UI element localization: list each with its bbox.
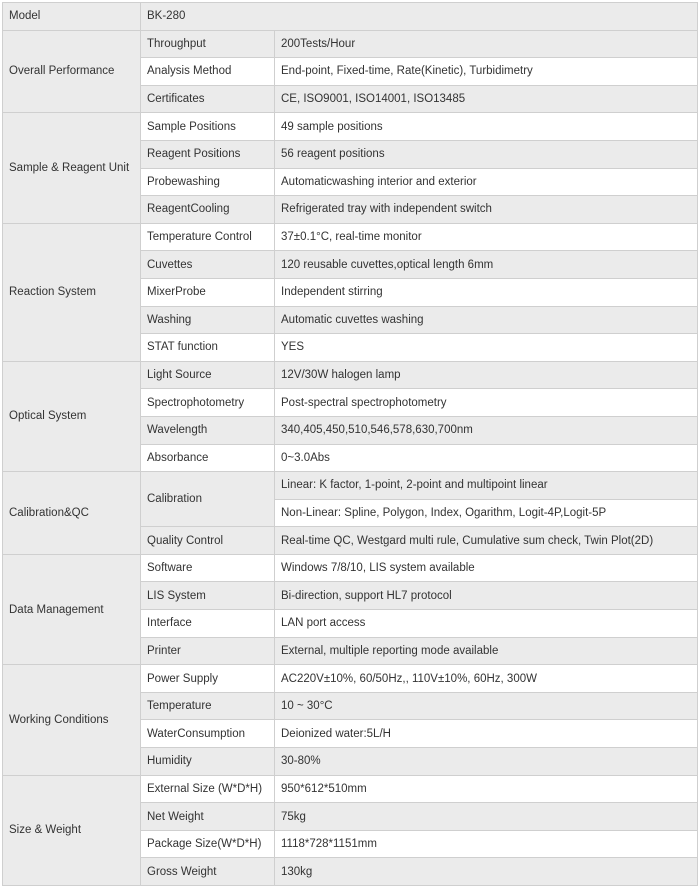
spec-row bbox=[3, 113, 698, 141]
spec-value: 49 sample positions bbox=[275, 113, 698, 141]
spec-value: Post-spectral spectrophotometry bbox=[275, 389, 698, 417]
spec-value: 30-80% bbox=[275, 748, 698, 776]
spec-label: Temperature bbox=[141, 692, 275, 720]
spec-label: Throughput bbox=[141, 30, 275, 58]
spec-value: End-point, Fixed-time, Rate(Kinetic), Turbidimetry bbox=[275, 58, 698, 86]
spec-label: Interface bbox=[141, 610, 275, 638]
section-name: Working Conditions bbox=[3, 665, 141, 775]
spec-label: Printer bbox=[141, 637, 275, 665]
spec-label: Absorbance bbox=[141, 444, 275, 472]
spec-value: Bi-direction, support HL7 protocol bbox=[275, 582, 698, 610]
spec-value: AC220V±10%, 60/50Hz,, 110V±10%, 60Hz, 300W bbox=[275, 665, 698, 693]
spec-value: 37±0.1°C, real-time monitor bbox=[275, 223, 698, 251]
spec-label: Package Size(W*D*H) bbox=[141, 830, 275, 858]
spec-row bbox=[3, 554, 698, 582]
model-label: Model bbox=[3, 3, 141, 31]
spec-label: Spectrophotometry bbox=[141, 389, 275, 417]
spec-row bbox=[3, 665, 698, 693]
spec-label: STAT function bbox=[141, 334, 275, 362]
spec-value: Deionized water:5L/H bbox=[275, 720, 698, 748]
spec-label: ReagentCooling bbox=[141, 196, 275, 224]
spec-label: LIS System bbox=[141, 582, 275, 610]
spec-label: Net Weight bbox=[141, 803, 275, 831]
spec-value: 10 ~ 30°C bbox=[275, 692, 698, 720]
spec-value: External, multiple reporting mode available bbox=[275, 637, 698, 665]
spec-value: YES bbox=[275, 334, 698, 362]
spec-value: 130kg bbox=[275, 858, 698, 886]
spec-label: Light Source bbox=[141, 361, 275, 389]
spec-value: 120 reusable cuvettes,optical length 6mm bbox=[275, 251, 698, 279]
spec-value: Automaticwashing interior and exterior bbox=[275, 168, 698, 196]
spec-label: Temperature Control bbox=[141, 223, 275, 251]
spec-value: 56 reagent positions bbox=[275, 140, 698, 168]
spec-label: MixerProbe bbox=[141, 278, 275, 306]
spec-label: Cuvettes bbox=[141, 251, 275, 279]
spec-label: Certificates bbox=[141, 85, 275, 113]
spec-table-body bbox=[3, 3, 698, 886]
spec-value: Windows 7/8/10, LIS system available bbox=[275, 554, 698, 582]
spec-label: Wavelength bbox=[141, 416, 275, 444]
spec-value: 0~3.0Abs bbox=[275, 444, 698, 472]
section-name: Calibration&QC bbox=[3, 472, 141, 555]
spec-row bbox=[3, 30, 698, 58]
spec-value: 1118*728*1151mm bbox=[275, 830, 698, 858]
spec-value: Linear: K factor, 1-point, 2-point and multipoint linear bbox=[275, 472, 698, 500]
spec-value: Refrigerated tray with independent switch bbox=[275, 196, 698, 224]
section-name: Overall Performance bbox=[3, 30, 141, 113]
section-name: Reaction System bbox=[3, 223, 141, 361]
spec-value: 200Tests/Hour bbox=[275, 30, 698, 58]
spec-row bbox=[3, 775, 698, 803]
spec-row bbox=[3, 361, 698, 389]
spec-value: CE, ISO9001, ISO14001, ISO13485 bbox=[275, 85, 698, 113]
spec-value: Automatic cuvettes washing bbox=[275, 306, 698, 334]
section-name: Data Management bbox=[3, 554, 141, 664]
model-value: BK-280 bbox=[141, 3, 698, 31]
spec-label: Gross Weight bbox=[141, 858, 275, 886]
section-name: Sample & Reagent Unit bbox=[3, 113, 141, 223]
spec-table bbox=[2, 2, 698, 886]
spec-label: Washing bbox=[141, 306, 275, 334]
spec-label: Reagent Positions bbox=[141, 140, 275, 168]
spec-label: WaterConsumption bbox=[141, 720, 275, 748]
spec-label: Probewashing bbox=[141, 168, 275, 196]
section-name: Size & Weight bbox=[3, 775, 141, 885]
spec-label: Quality Control bbox=[141, 527, 275, 555]
spec-label: Software bbox=[141, 554, 275, 582]
spec-value: Non-Linear: Spline, Polygon, Index, Ogarithm, Logit-4P,Logit-5P bbox=[275, 499, 698, 527]
spec-value: 340,405,450,510,546,578,630,700nm bbox=[275, 416, 698, 444]
spec-label: Humidity bbox=[141, 748, 275, 776]
spec-value: 12V/30W halogen lamp bbox=[275, 361, 698, 389]
section-name: Optical System bbox=[3, 361, 141, 471]
spec-row bbox=[3, 223, 698, 251]
spec-label: Sample Positions bbox=[141, 113, 275, 141]
spec-label: Calibration bbox=[141, 472, 275, 527]
spec-value: Independent stirring bbox=[275, 278, 698, 306]
spec-value: LAN port access bbox=[275, 610, 698, 638]
spec-label: External Size (W*D*H) bbox=[141, 775, 275, 803]
spec-value: 75kg bbox=[275, 803, 698, 831]
spec-label: Analysis Method bbox=[141, 58, 275, 86]
spec-value: 950*612*510mm bbox=[275, 775, 698, 803]
spec-value: Real-time QC, Westgard multi rule, Cumulative sum check, Twin Plot(2D) bbox=[275, 527, 698, 555]
spec-label: Power Supply bbox=[141, 665, 275, 693]
header-row bbox=[3, 3, 698, 31]
spec-row bbox=[3, 472, 698, 500]
